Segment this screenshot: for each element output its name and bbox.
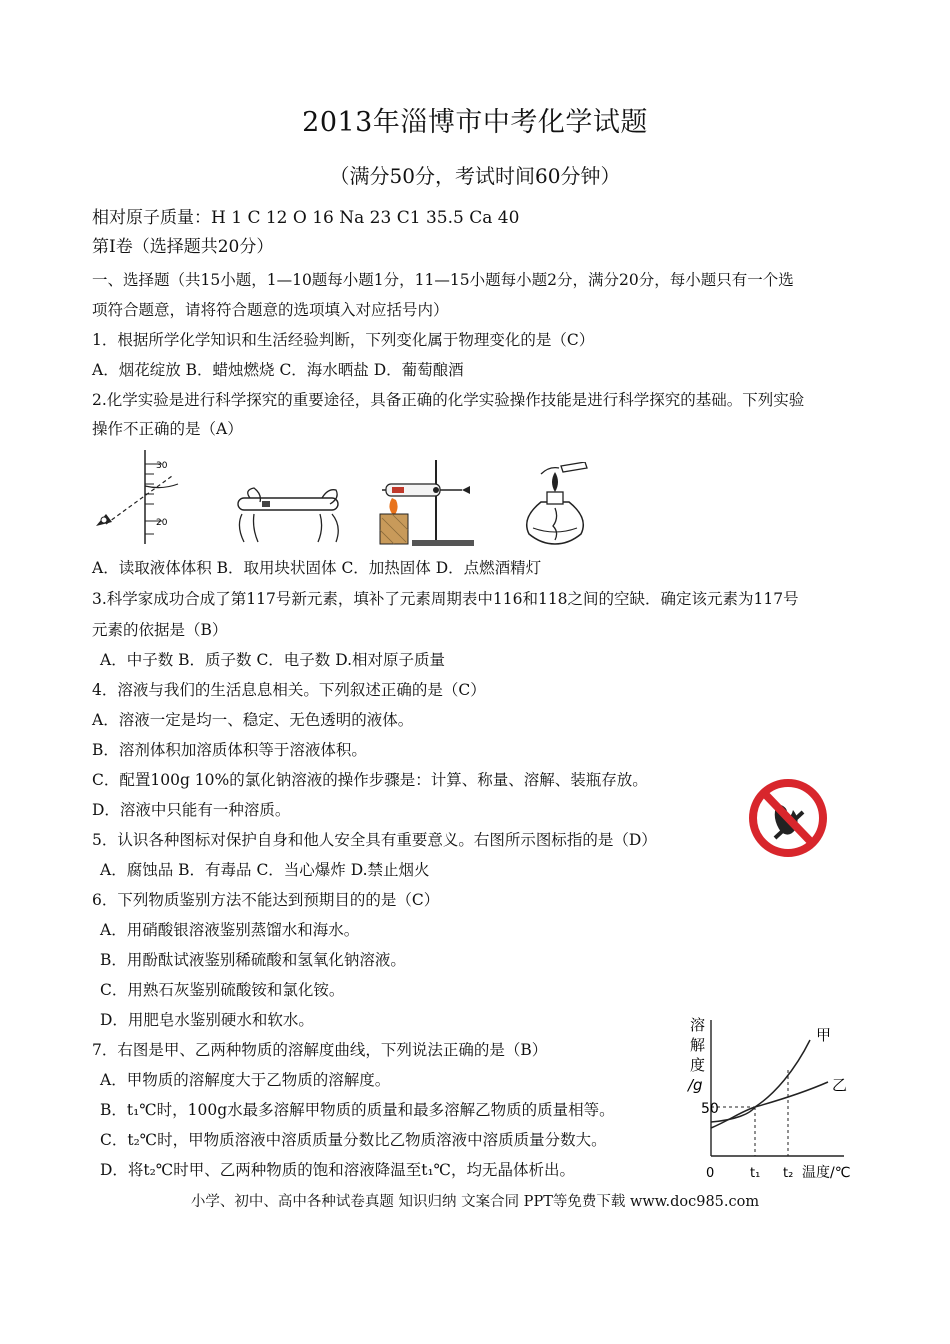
series-jia-label: 甲 <box>816 1026 832 1044</box>
q1-options: A．烟花绽放 B．蜡烛燃烧 C．海水晒盐 D．葡萄酿酒 <box>92 361 464 379</box>
chart-xtick-t2: t₂ <box>783 1166 794 1181</box>
no-fire-sign-icon <box>745 778 831 860</box>
q6-option-d: D．用肥皂水鉴别硬水和软水。 <box>100 1011 314 1029</box>
series-jia-curve <box>711 1040 810 1122</box>
q4-option-c: C．配置100g 10%的氯化钠溶液的操作步骤是：计算、称量、溶解、装瓶存放。 <box>92 771 648 789</box>
chart-ylabel-2: 解 <box>690 1036 706 1054</box>
chart-ylabel-3: 度 <box>690 1056 706 1074</box>
q7-option-c: C．t₂℃时，甲物质溶液中溶质质量分数比乙物质溶液中溶质质量分数大。 <box>100 1131 607 1149</box>
instructions-line-1: 一、选择题（共15小题，1—10题每小题1分，11—15小题每小题2分，满分20分，每小题只有一个选 <box>92 271 794 289</box>
heating-solid-figure <box>372 456 477 548</box>
q3-stem-line-2: 元素的依据是（B） <box>92 621 228 639</box>
page-footer: 小学、初中、高中各种试卷真题 知识归纳 文案合同 PPT等免费下载 www.doc985.com <box>190 1194 760 1210</box>
q4-option-d: D．溶液中只能有一种溶质。 <box>92 801 291 819</box>
test-tube-block-solid-figure <box>232 484 347 546</box>
q6-stem: 6．下列物质鉴别方法不能达到预期目的的是（C） <box>92 891 440 909</box>
q4-stem: 4．溶液与我们的生活息息相关。下列叙述正确的是（C） <box>92 681 486 699</box>
q6-option-c: C．用熟石灰鉴别硫酸铵和氯化铵。 <box>100 981 345 999</box>
q5-stem: 5．认识各种图标对保护自身和他人安全具有重要意义。右图所示图标指的是（D） <box>92 831 657 849</box>
q3-options: A．中子数 B．质子数 C．电子数 D.相对原子质量 <box>100 651 446 669</box>
page-title: 2013年淄博市中考化学试题 <box>302 107 648 138</box>
cylinder-tick-30: 30 <box>156 461 168 471</box>
solubility-curve-chart <box>680 1010 860 1190</box>
q7-option-b: B．t₁℃时，100g水最多溶解甲物质的质量和最多溶解乙物质的质量相等。 <box>100 1101 615 1119</box>
alcohol-lamp-figure <box>515 462 595 546</box>
graduated-cylinder-figure <box>92 446 192 546</box>
chart-xlabel: 温度/℃ <box>802 1165 851 1181</box>
q2-stem-line-1: 2.化学实验是进行科学探究的重要途径，具备正确的化学实验操作技能是进行科学探究的基础。下列实验 <box>92 391 805 409</box>
q6-option-b: B．用酚酞试液鉴别稀硫酸和氢氧化钠溶液。 <box>100 951 406 969</box>
q7-option-d: D．将t₂℃时甲、乙两种物质的饱和溶液降温至t₁℃，均无晶体析出。 <box>100 1161 575 1179</box>
chart-ylabel-4: /g <box>688 1076 703 1094</box>
q7-option-a: A．甲物质的溶解度大于乙物质的溶解度。 <box>100 1071 391 1089</box>
q2-stem-line-2: 操作不正确的是（A） <box>92 420 243 438</box>
q3-stem-line-1: 3.科学家成功合成了第117号新元素，填补了元素周期表中116和118之间的空缺．确定该元素为117号 <box>92 590 799 608</box>
section-header: 第Ⅰ卷（选择题共20分） <box>92 237 274 257</box>
chart-ytick-50: 50 <box>701 1101 719 1117</box>
q1-stem: 1．根据所学化学知识和生活经验判断，下列变化属于物理变化的是（C） <box>92 331 595 349</box>
q6-option-a: A．用硝酸银溶液鉴别蒸馏水和海水。 <box>100 921 360 939</box>
series-yi-curve <box>711 1082 828 1128</box>
q5-options: A．腐蚀品 B．有毒品 C．当心爆炸 D.禁止烟火 <box>100 861 430 879</box>
page-subtitle: （满分50分，考试时间60分钟） <box>329 164 621 188</box>
atomic-masses: 相对原子质量：H 1 C 12 O 16 Na 23 C1 35.5 Ca 40 <box>92 208 520 228</box>
q4-option-a: A．溶液一定是均一、稳定、无色透明的液体。 <box>92 711 414 729</box>
cylinder-tick-20: 20 <box>156 518 168 528</box>
chart-xtick-t1: t₁ <box>750 1166 761 1181</box>
instructions-line-2: 项符合题意，请将符合题意的选项填入对应括号内） <box>92 301 449 319</box>
q7-stem: 7．右图是甲、乙两种物质的溶解度曲线，下列说法正确的是（B） <box>92 1041 548 1059</box>
chart-x-origin: 0 <box>706 1166 715 1181</box>
q4-option-b: B．溶剂体积加溶质体积等于溶液体积。 <box>92 741 367 759</box>
series-yi-label: 乙 <box>832 1076 848 1094</box>
chart-ylabel-1: 溶 <box>690 1016 706 1034</box>
q2-options: A．读取液体体积 B．取用块状固体 C．加热固体 D．点燃酒精灯 <box>92 559 542 577</box>
